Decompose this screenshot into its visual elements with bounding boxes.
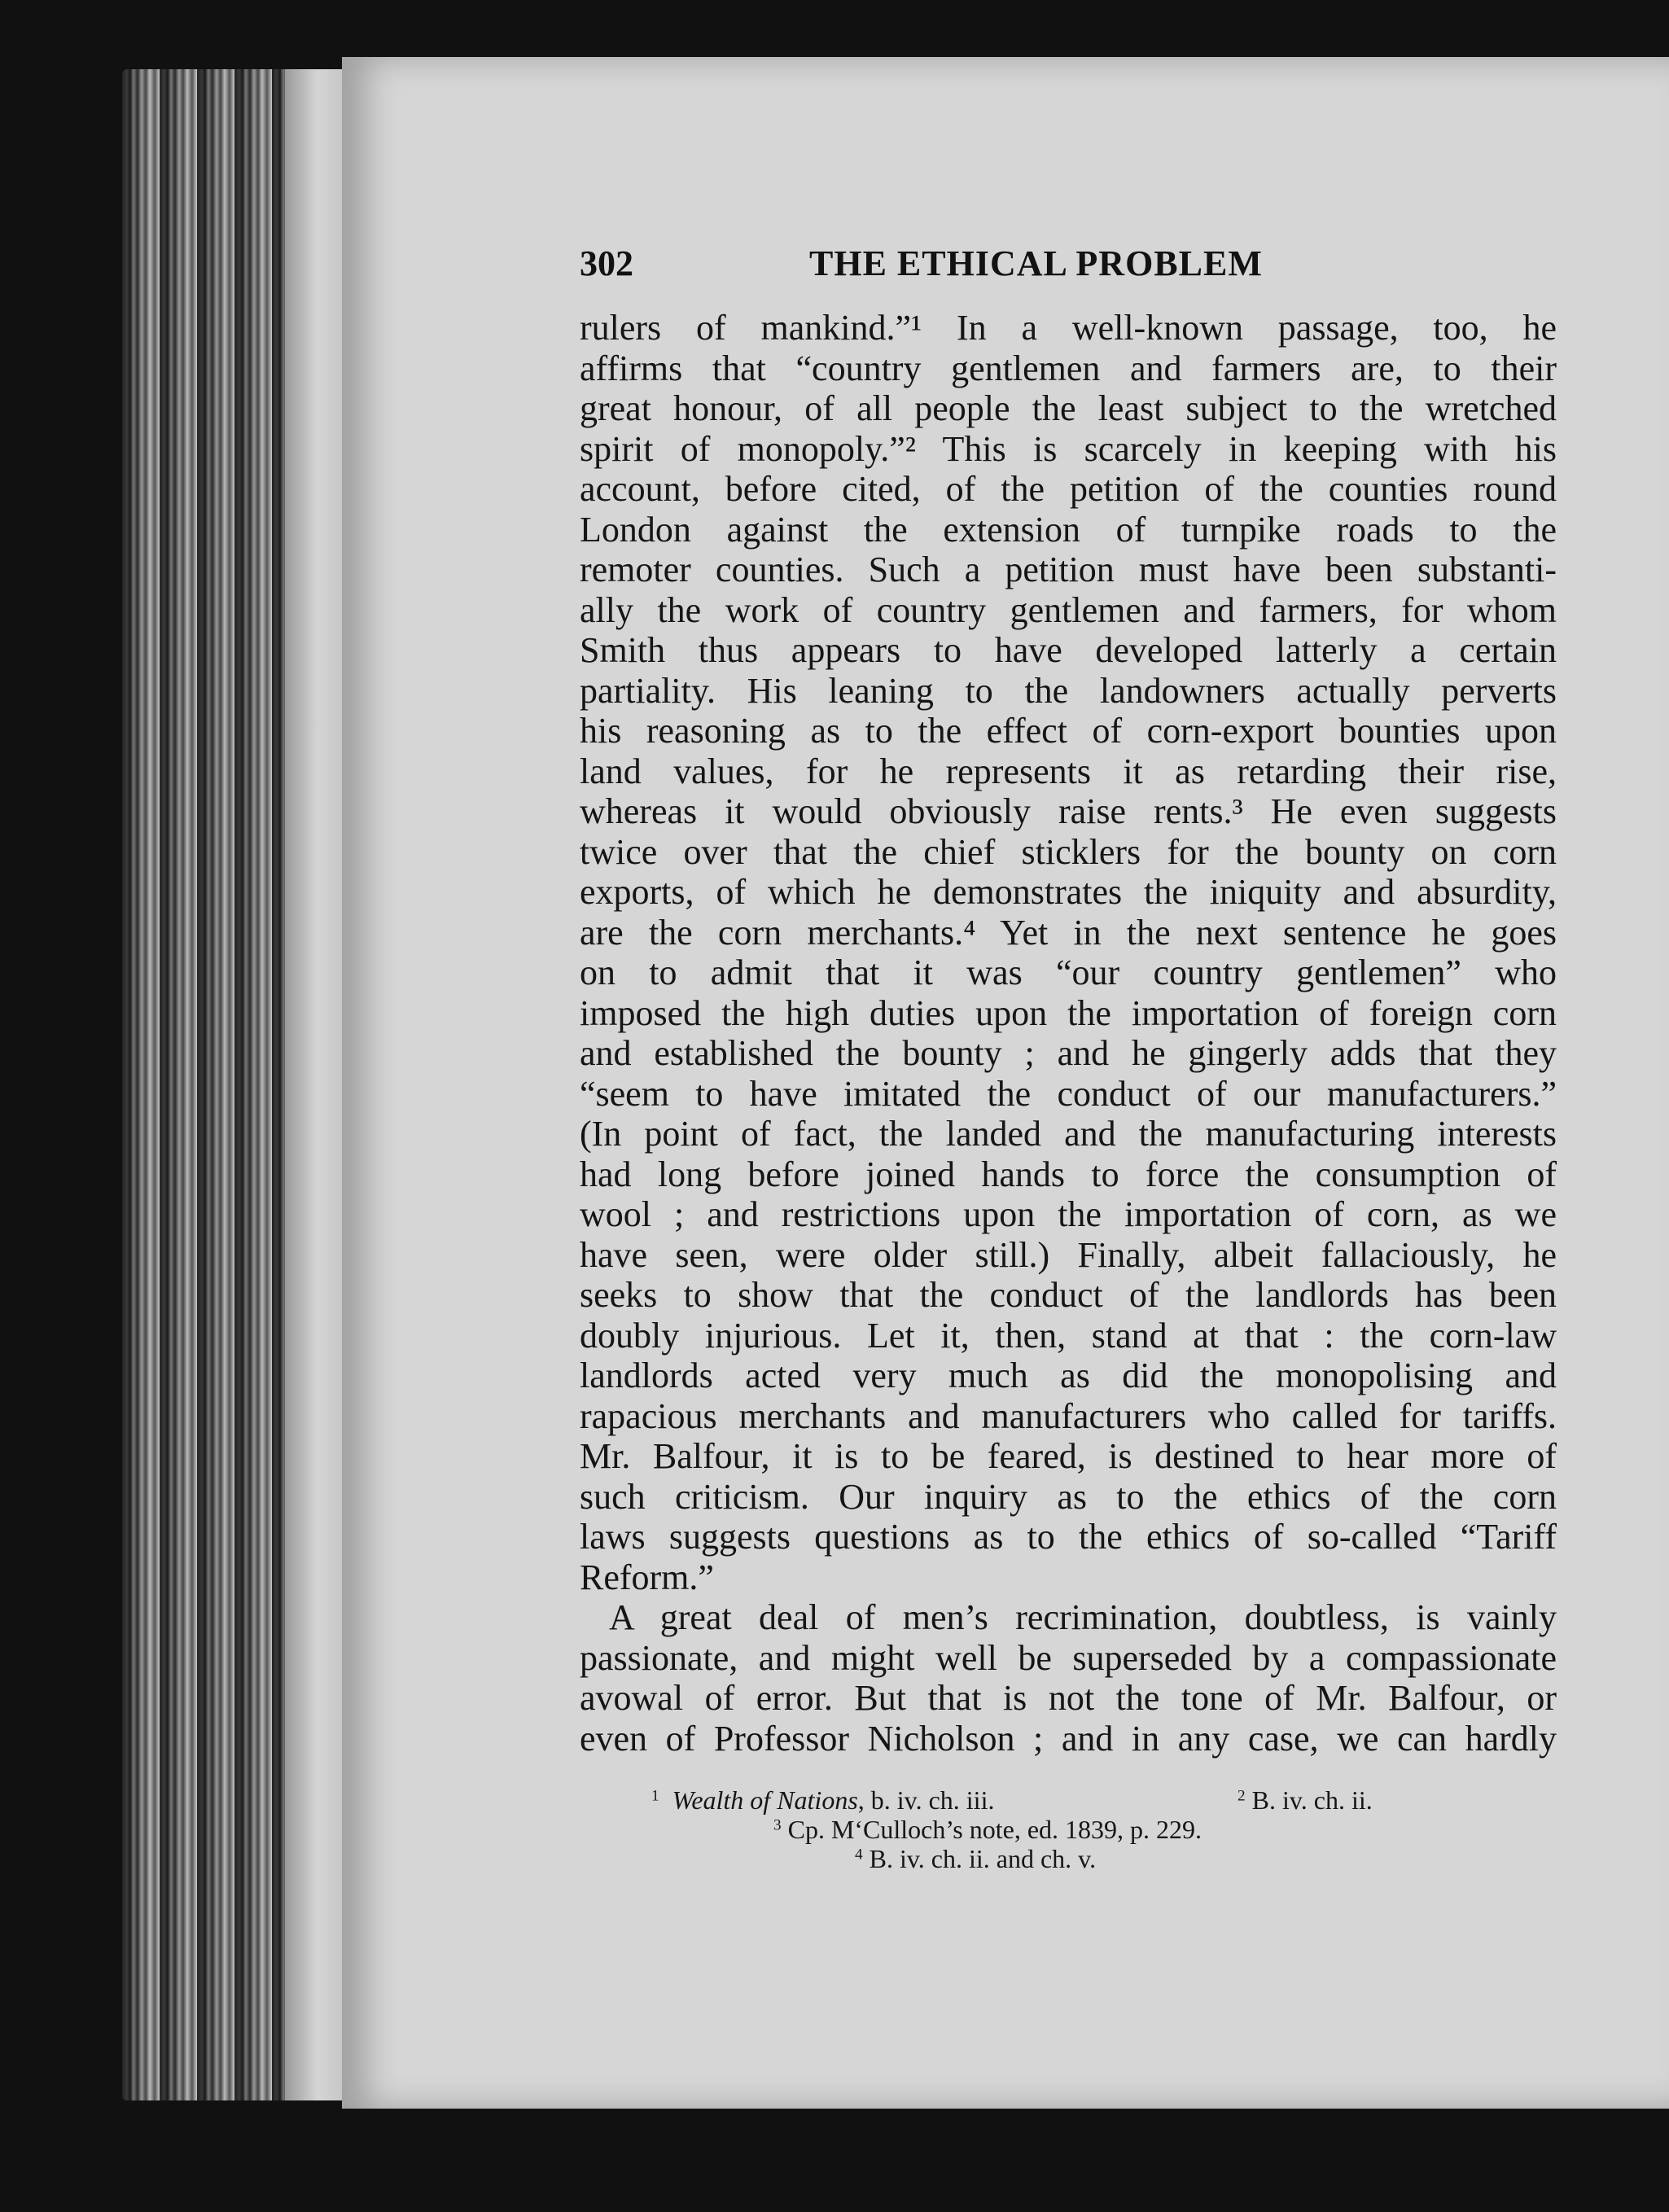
body-line: rulers of mankind.”¹ In a well-known passage, too, he — [580, 308, 1557, 348]
body-line: twice over that the chief sticklers for the bounty on corn — [580, 831, 1557, 872]
body-line: have seen, were older still.) Finally, albeit fallaciously, he — [580, 1234, 1557, 1275]
body-line: and established the bounty ; and he gingerly adds that they — [580, 1033, 1557, 1073]
footnote-text: B. iv. ch. ii. — [1251, 1785, 1373, 1815]
page-header — [580, 243, 1508, 300]
running-head: THE ETHICAL PROBLEM — [809, 243, 1263, 283]
footnote-marker: 4 — [855, 1846, 863, 1864]
footnote-marker: 2 — [1238, 1787, 1246, 1805]
body-line: partiality. His leaning to the landowners actually perverts — [580, 670, 1557, 711]
body-line: doubly injurious. Let it, then, stand at that : the corn-law — [580, 1315, 1557, 1356]
body-line: Mr. Balfour, it is to be feared, is destined to hear more of — [580, 1436, 1557, 1476]
body-line: “seem to have imitated the conduct of our manufacturers.” — [580, 1073, 1557, 1114]
footnote-3 — [773, 1815, 1202, 1844]
footnote-2 — [1238, 1785, 1373, 1815]
body-line: seeks to show that the conduct of the landlords has been — [580, 1275, 1557, 1315]
body-line: on to admit that it was “our country gentlemen” who — [580, 953, 1557, 992]
body-line: are the corn merchants.⁴ Yet in the next sentence he goes — [580, 912, 1557, 953]
footnote-1 — [651, 1785, 994, 1815]
body-line: rapacious merchants and manufacturers who called for tariffs. — [580, 1395, 1557, 1436]
body-line: spirit of monopoly.”² This is scarcely in keeping with his — [580, 428, 1557, 469]
footnote-row — [651, 1844, 1563, 1873]
footnote-row — [651, 1785, 1563, 1815]
body-line: avowal of error. But that is not the tone of Mr. Balfour, or — [580, 1678, 1557, 1718]
body-line: landlords acted very much as did the monopolising and — [580, 1356, 1557, 1395]
body-line: such criticism. Our inquiry as to the ethics of the corn — [580, 1476, 1557, 1517]
body-line: ally the work of country gentlemen and farmers, for whom — [580, 589, 1557, 630]
footnote-4 — [855, 1844, 1096, 1873]
body-line: account, before cited, of the petition of the counties round — [580, 469, 1557, 509]
body-line: even of Professor Nicholson ; and in any case, we can hardly — [580, 1718, 1557, 1759]
body-line: laws suggests questions as to the ethics of so-called “Tariff — [580, 1517, 1557, 1557]
footnote-marker: 3 — [773, 1816, 782, 1834]
body-line: his reasoning as to the effect of corn-export bounties upon — [580, 711, 1557, 751]
body-line: whereas it would obviously raise rents.³ He even suggests — [580, 791, 1557, 831]
body-line: remoter counties. Such a petition must have been substanti- — [580, 550, 1557, 589]
body-line: affirms that “country gentlemen and farmers are, to their — [580, 348, 1557, 388]
body-line: great honour, of all people the least subject to the wretched — [580, 388, 1557, 428]
footnote-marker: 1 — [651, 1787, 659, 1805]
body-line: London against the extension of turnpike roads to the — [580, 509, 1557, 550]
page-number: 302 — [580, 243, 633, 283]
book-page-edges — [122, 69, 366, 2100]
body-line: had long before joined hands to force the consumption of — [580, 1154, 1557, 1194]
body-line: Smith thus appears to have developed latterly a certain — [580, 630, 1557, 670]
page-sheet — [342, 57, 1669, 2109]
footnote-row — [651, 1815, 1563, 1844]
body-text — [580, 308, 1557, 1759]
footnotes — [651, 1785, 1563, 1873]
body-line: passionate, and might well be superseded by a compassionate — [580, 1637, 1557, 1678]
body-line: exports, of which he demonstrates the iniquity and absurdity, — [580, 872, 1557, 912]
footnote-text: , b. iv. ch. iii. — [857, 1785, 995, 1815]
footnote-title: Wealth of Nations — [672, 1785, 858, 1815]
footnote-text: B. iv. ch. ii. and ch. v. — [869, 1844, 1097, 1873]
body-line: land values, for he represents it as retarding their rise, — [580, 751, 1557, 791]
footnote-text: Cp. M‘Culloch’s note, ed. 1839, p. 229. — [787, 1815, 1202, 1844]
body-line: wool ; and restrictions upon the importation of corn, as we — [580, 1194, 1557, 1234]
body-line: imposed the high duties upon the importation of foreign corn — [580, 992, 1557, 1033]
body-line: A great deal of men’s recrimination, doubtless, is vainly — [609, 1597, 1557, 1637]
body-line: (In point of fact, the landed and the manufacturing interests — [580, 1114, 1557, 1154]
body-line: Reform.” — [580, 1557, 714, 1597]
